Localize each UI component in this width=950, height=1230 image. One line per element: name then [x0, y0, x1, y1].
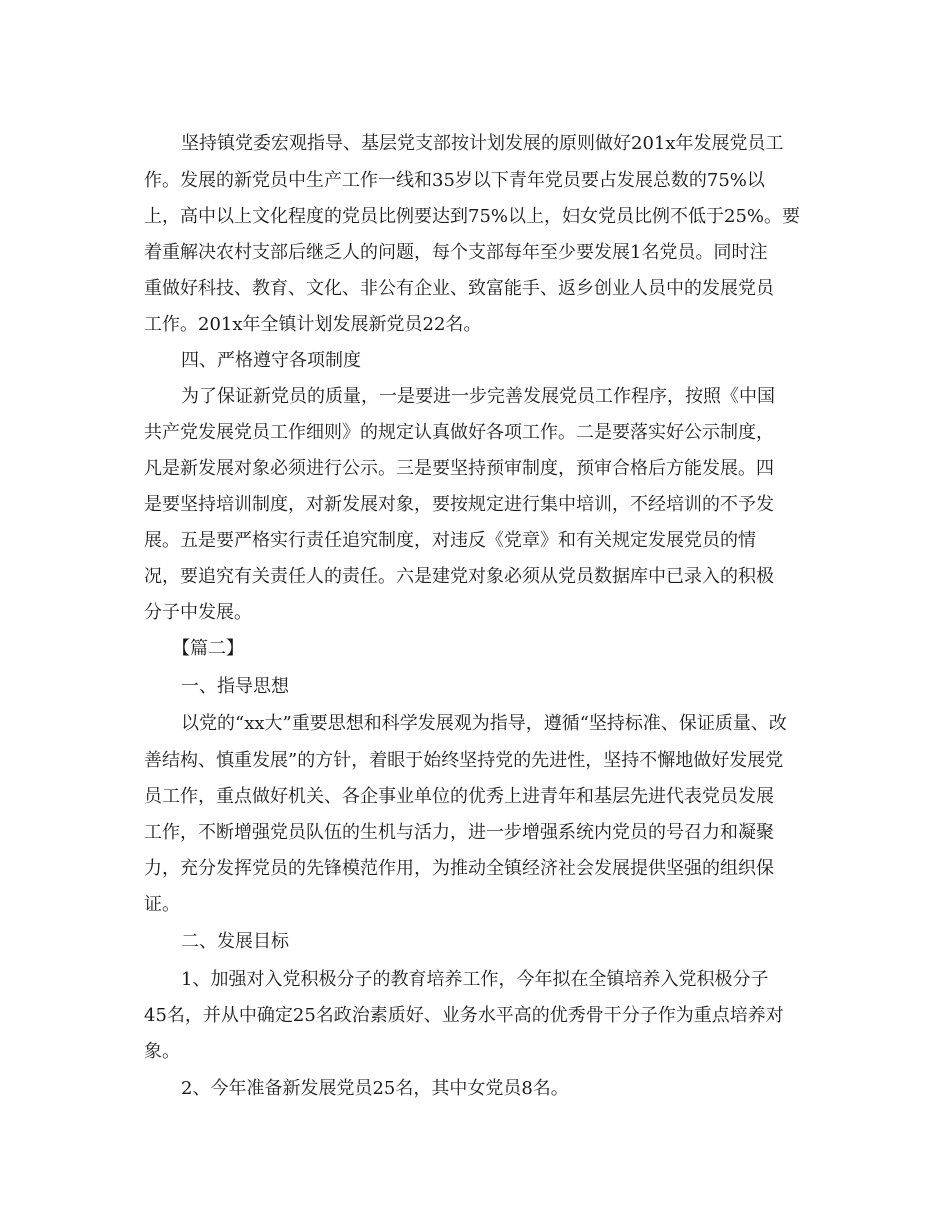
- paragraph-line: 重做好科技、教育、文化、非公有企业、致富能手、返乡创业人员中的发展党员: [144, 278, 774, 299]
- paragraph-line: 象。: [144, 1041, 180, 1062]
- paragraph-line: 工作，不断增强党员队伍的生机与活力，进一步增强系统内党员的号召力和凝聚: [144, 822, 774, 843]
- paragraph-line: 作。发展的新党员中生产工作一线和35岁以下青年党员要占发展总数的75%以: [144, 170, 765, 191]
- paragraph-line: 况，要追究有关责任人的责任。六是建党对象必须从党员数据库中已录入的积极: [144, 566, 774, 587]
- paragraph-line: 为了保证新党员的质量，一是要进一步完善发展党员工作程序，按照《中国: [181, 386, 775, 407]
- paragraph-line: 以党的“xx大”重要思想和科学发展观为指导，遵循“坚持标准、保证质量、改: [181, 713, 787, 734]
- paragraph-line: 善结构、慎重发展”的方针，着眼于始终坚持党的先进性，坚持不懈地做好发展党: [144, 750, 784, 771]
- paragraph-line: 工作。201x年全镇计划发展新党员22名。: [144, 314, 482, 335]
- paragraph-line: 分子中发展。: [144, 602, 252, 623]
- paragraph-line: 2、今年准备新发展党员25名，其中女党员8名。: [181, 1078, 569, 1099]
- section-heading: 四、严格遵守各项制度: [181, 350, 361, 371]
- section-heading: 二、发展目标: [181, 931, 289, 952]
- paragraph-line: 上，高中以上文化程度的党员比例要达到75%以上，妇女党员比例不低于25%。要: [144, 206, 801, 227]
- section-heading: 一、指导思想: [181, 676, 289, 697]
- paragraph-line: 共产党发展党员工作细则》的规定认真做好各项工作。二是要落实好公示制度，: [144, 422, 774, 443]
- part-heading: 【篇二】: [172, 638, 244, 659]
- paragraph-line: 展。五是要严格实行责任追究制度，对违反《党章》和有关规定发展党员的情: [144, 530, 756, 551]
- paragraph-line: 是要坚持培训制度，对新发展对象，要按规定进行集中培训，不经培训的不予发: [144, 494, 774, 515]
- paragraph-line: 45名，并从中确定25名政治素质好、业务水平高的优秀骨干分子作为重点培养对: [144, 1005, 784, 1026]
- paragraph-line: 着重解决农村支部后继乏人的问题，每个支部每年至少要发展1名党员。同时注: [144, 242, 768, 263]
- paragraph-line: 员工作，重点做好机关、各企事业单位的优秀上进青年和基层先进代表党员发展: [144, 786, 774, 807]
- paragraph-line: 1、加强对入党积极分子的教育培养工作，今年拟在全镇培养入党积极分子: [181, 969, 769, 990]
- paragraph-line: 证。: [144, 894, 180, 915]
- paragraph-line: 凡是新发展对象必须进行公示。三是要坚持预审制度，预审合格后方能发展。四: [144, 458, 774, 479]
- paragraph-line: 力，充分发挥党员的先锋模范作用，为推动全镇经济社会发展提供坚强的组织保: [144, 858, 774, 879]
- paragraph-line: 坚持镇党委宏观指导、基层党支部按计划发展的原则做好201x年发展党员工: [181, 133, 784, 154]
